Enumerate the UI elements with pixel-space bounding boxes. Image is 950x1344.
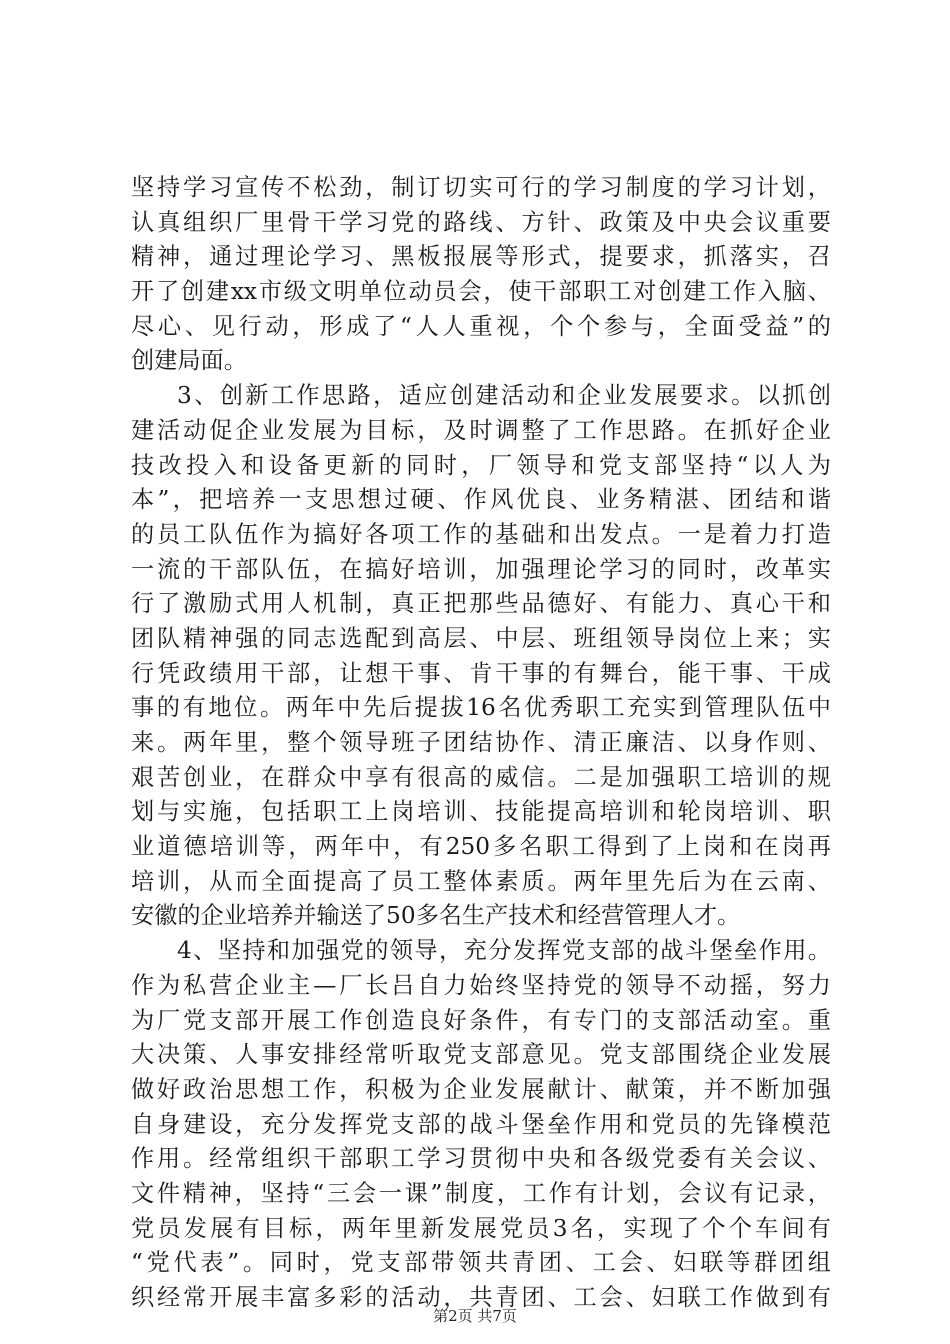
text-line: 一流的干部队伍，在搞好培训，加强理论学习的同时，改革实 [131,555,831,583]
text-line: 本”，把培养一支思想过硬、作风优良、业务精湛、团结和谐 [131,486,831,514]
text-line: 尽心、见行动，形成了“人人重视，个个参与，全面受益”的 [131,312,831,340]
text-line: 织经常开展丰富多彩的活动，共青团、工会、妇联工作做到有 [131,1284,831,1311]
text-line: 安徽的企业培养并输送了50多名生产技术和经营管理人才。 [131,902,741,930]
text-line: 开了创建xx市级文明单位动员会，使干部职工对创建工作入脑、 [131,278,831,306]
text-line: 自身建设，充分发挥党支部的战斗堡垒作用和党员的先锋模范 [131,1110,831,1138]
body-text [131,171,831,1316]
text-line: 作为私营企业主—厂长吕自力始终坚持党的领导不动摇，努力 [131,971,831,999]
text-line: 作用。经常组织干部职工学习贯彻中央和各级党委有关会议、 [131,1145,831,1173]
text-line: 做好政治思想工作，积极为企业发展献计、献策，并不断加强 [131,1075,831,1103]
text-line: 3、创新工作思路，适应创建活动和企业发展要求。以抓创 [177,382,831,410]
text-line: 为厂党支部开展工作创造良好条件，有专门的支部活动室。重 [131,1006,831,1034]
text-line: 4、坚持和加强党的领导，充分发挥党支部的战斗堡垒作用。 [177,937,831,965]
text-line: “党代表”。同时，党支部带领共青团、工会、妇联等群团组 [131,1249,831,1277]
text-line: 行凭政绩用干部，让想干事、肯干事的有舞台，能干事、干成 [131,659,831,687]
text-line: 培训，从而全面提高了员工整体素质。两年里先后为在云南、 [131,867,831,895]
page-footer: 第2页 共7页 [433,1307,517,1325]
text-line: 技改投入和设备更新的同时，厂领导和党支部坚持“以人为 [131,451,831,479]
text-line: 大决策、人事安排经常听取党支部意见。党支部围绕企业发展 [131,1041,831,1069]
text-line: 事的有地位。两年中先后提拔16名优秀职工充实到管理队伍中 [131,694,831,722]
text-line: 认真组织厂里骨干学习党的路线、方针、政策及中央会议重要 [131,208,831,236]
text-line: 坚持学习宣传不松劲，制订切实可行的学习制度的学习计划， [131,174,831,201]
text-line: 团队精神强的同志选配到高层、中层、班组领导岗位上来；实 [131,624,831,652]
text-line: 的员工队伍作为搞好各项工作的基础和出发点。一是着力打造 [131,520,831,548]
text-line: 来。两年里，整个领导班子团结协作、清正廉洁、以身作则、 [131,729,831,756]
text-line: 精神，通过理论学习、黑板报展等形式，提要求，抓落实，召 [131,243,831,271]
text-line: 党员发展有目标，两年里新发展党员3名，实现了个个车间有 [131,1214,831,1242]
text-line: 艰苦创业，在群众中享有很高的威信。二是加强职工培训的规 [131,763,831,791]
text-line: 行了激励式用人机制，真正把那些品德好、有能力、真心干和 [131,590,831,618]
text-line: 划与实施，包括职工上岗培训、技能提高培训和轮岗培训、职 [131,798,831,826]
text-line: 文件精神，坚持“三会一课”制度，工作有计划，会议有记录， [131,1179,831,1207]
text-line: 建活动促企业发展为目标，及时调整了工作思路。在抓好企业 [131,416,831,444]
text-line: 创建局面。 [131,347,247,375]
text-line: 业道德培训等，两年中，有250多名职工得到了上岗和在岗再 [131,833,831,861]
